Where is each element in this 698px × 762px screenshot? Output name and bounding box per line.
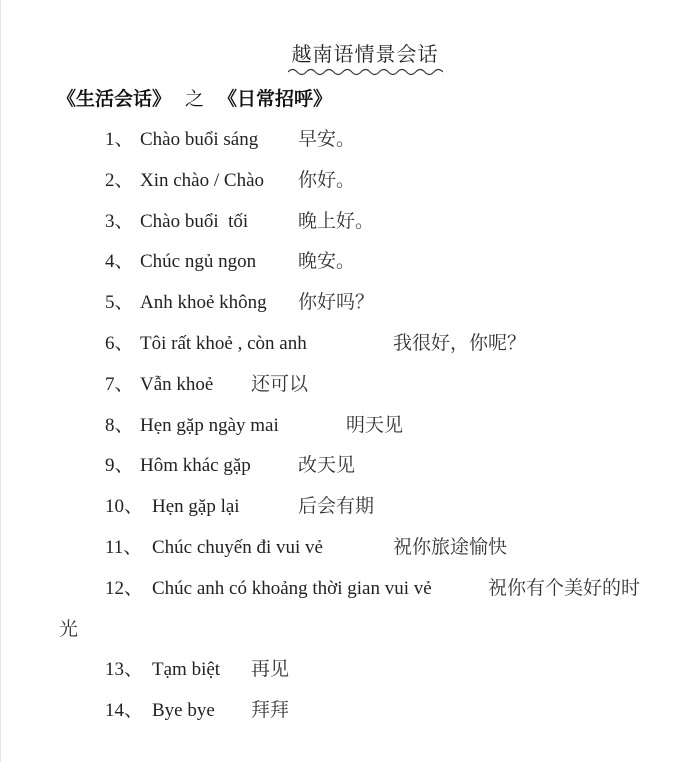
vietnamese-text: Hôm khác gặp (140, 455, 251, 477)
chinese-text: 改天见 (298, 455, 356, 477)
list-item (1, 202, 698, 243)
item-number: 6、 (105, 332, 134, 354)
list-item (1, 528, 698, 569)
page-title-text: 越南语情景会话 (291, 44, 439, 66)
chinese-text: 拜拜 (251, 700, 290, 722)
chinese-text: 晚上好。 (298, 210, 375, 232)
list-item (1, 691, 698, 732)
vietnamese-text: Bye bye (152, 700, 215, 722)
item-number: 12、 (105, 577, 144, 599)
item-number: 10、 (105, 496, 144, 518)
list-item (1, 283, 698, 324)
list-item (1, 120, 698, 161)
list-item (1, 324, 698, 365)
chinese-text: 再见 (251, 659, 290, 681)
item-number: 1、 (105, 129, 134, 150)
vietnamese-text: Chào buổi tối (140, 210, 249, 232)
chinese-text: 后会有期 (298, 496, 375, 518)
section-subtitle (57, 84, 332, 111)
item-number: 7、 (105, 373, 134, 395)
chinese-text: 早安。 (298, 129, 356, 150)
list-item (1, 161, 698, 202)
vietnamese-text: Chúc chuyến đi vui vẻ (152, 536, 323, 558)
vietnamese-text: Vẫn khoẻ (140, 373, 214, 395)
list-item (1, 446, 698, 487)
item-number: 2、 (105, 169, 134, 191)
list-item (1, 406, 698, 447)
list-item (1, 242, 698, 283)
page-title (290, 38, 441, 73)
item-number: 4、 (105, 251, 134, 273)
vietnamese-text: Chúc ngủ ngon (140, 251, 257, 273)
list-item (1, 650, 698, 691)
chinese-text: 明天见 (346, 414, 404, 436)
vietnamese-text: Chào buổi sáng (140, 129, 259, 150)
subtitle-separator: 之 (185, 89, 205, 110)
chinese-text: 祝你旅途愉快 (393, 536, 508, 558)
list-item (1, 487, 698, 528)
title-row (1, 38, 698, 73)
vietnamese-text: Xin chào / Chào (140, 169, 265, 191)
item-number: 14、 (105, 700, 144, 722)
item-number: 13、 (105, 659, 144, 681)
chinese-text: 还可以 (251, 373, 309, 395)
phrase-list (1, 120, 698, 732)
chinese-text-wrap: 光 (59, 618, 79, 640)
item-number: 11、 (105, 536, 143, 558)
list-item-wrap-line (1, 610, 698, 651)
item-number: 8、 (105, 414, 134, 436)
vietnamese-text: Tạm biệt (152, 659, 221, 681)
chinese-text: 晚安。 (298, 251, 356, 273)
list-item (1, 365, 698, 406)
vietnamese-text: Hẹn gặp ngày mai (140, 414, 279, 436)
chinese-text: 你好。 (298, 169, 356, 191)
vietnamese-text: Hẹn gặp lại (152, 496, 240, 518)
wavy-underline (288, 67, 443, 77)
list-item (1, 569, 698, 610)
subtitle-part-2: 《日常招呼》 (218, 89, 333, 110)
vietnamese-text: Chúc anh có khoảng thời gian vui vẻ (152, 577, 432, 599)
chinese-text: 我很好，你呢？ (393, 332, 527, 354)
item-number: 3、 (105, 210, 134, 232)
subtitle-part-1: 《生活会话》 (57, 89, 172, 110)
vietnamese-text: Tôi rất khoẻ , còn anh (140, 332, 307, 354)
chinese-text: 你好吗？ (298, 292, 375, 314)
item-number: 9、 (105, 455, 134, 477)
chinese-text: 祝你有个美好的时 (488, 577, 641, 599)
vietnamese-text: Anh khoẻ không (140, 292, 267, 314)
item-number: 5、 (105, 292, 134, 314)
